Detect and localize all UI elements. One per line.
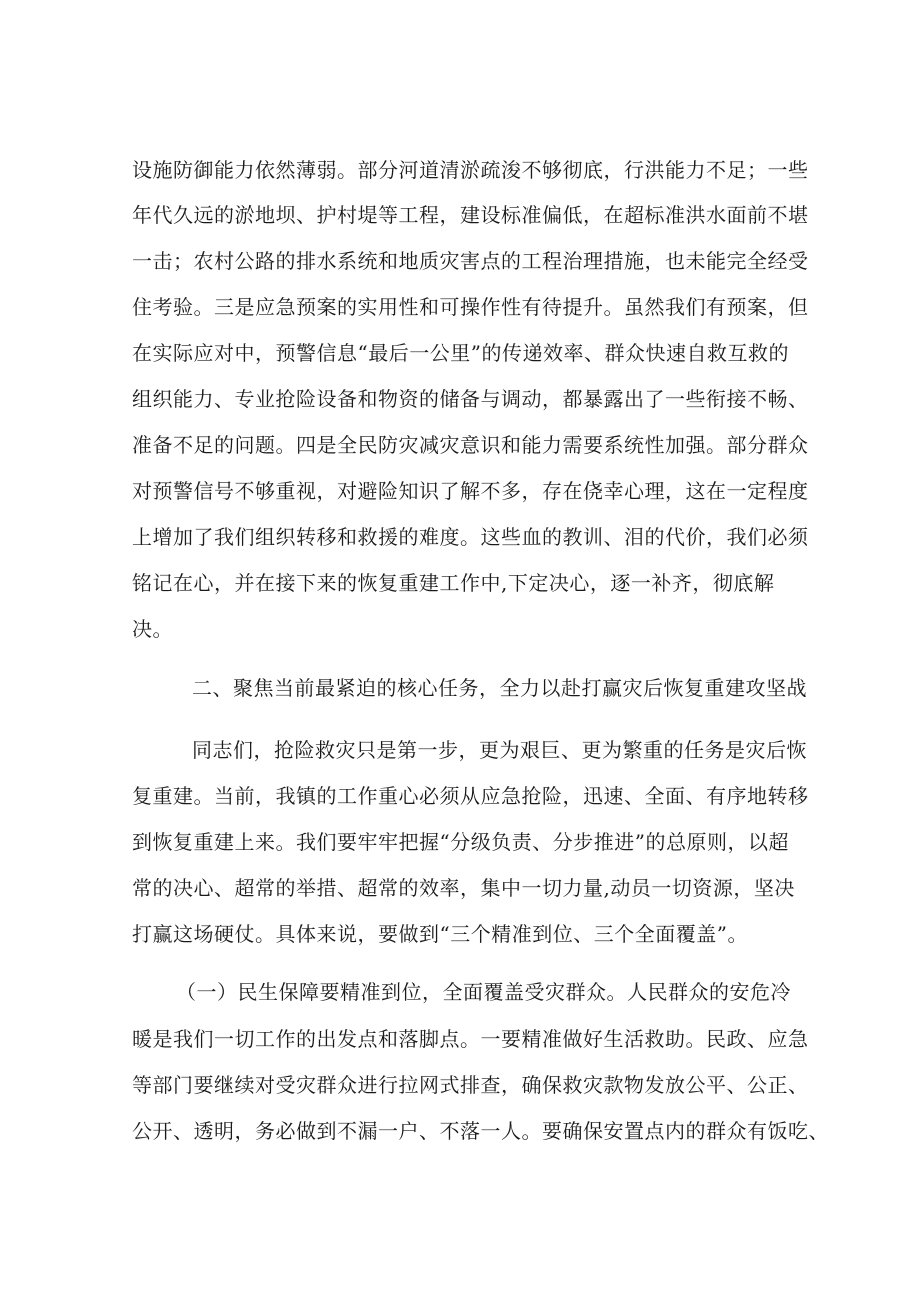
paragraph-1-line-9: 上增加了我们组织转移和救援的难度。这些血的教训、泪的代价，我们必须 — [132, 525, 809, 549]
paragraph-1-line-4: 住考验。三是应急预案的实用性和可操作性有待提升。虽然我们有预案，但 — [132, 295, 809, 319]
paragraph-2-line-2: 复重建。当前，我镇的工作重心必须从应急抢险，迅速、全面、有序地转移 — [132, 784, 809, 808]
paragraph-2-line-5: 打赢这场硬仗。具体来说，要做到“三个精准到位、三个全面覆盖”。 — [132, 922, 748, 946]
paragraph-1-line-5: 在实际应对中，预警信息“最后一公里”的传递效率、群众快速自救互救的 — [132, 341, 789, 365]
paragraph-1-line-10: 铭记在心，并在接下来的恢复重建工作中,下定决心，逐一补齐，彻底解 — [132, 571, 775, 595]
paragraph-1-line-1: 设施防御能力依然薄弱。部分河道清淤疏浚不够彻底，行洪能力不足；一些 — [132, 158, 809, 182]
paragraph-1-line-8: 对预警信号不够重视，对避险知识了解不多，存在侥幸心理，这在一定程度 — [132, 479, 809, 503]
paragraph-1-line-3: 一击；农村公路的排水系统和地质灾害点的工程治理措施，也未能完全经受 — [132, 249, 809, 273]
paragraph-2-line-1: 同志们，抢险救灾只是第一步，更为艰巨、更为繁重的任务是灾后恢 — [192, 738, 807, 762]
paragraph-3-line-2: 暖是我们一切工作的出发点和落脚点。一要精准做好生活救助。民政、应急 — [132, 1027, 809, 1051]
paragraph-3-line-1: （一）民生保障要精准到位，全面覆盖受灾群众。人民群众的安危冷 — [176, 980, 791, 1004]
section-heading: 二、聚焦当前最紧迫的核心任务，全力以赴打赢灾后恢复重建攻坚战 — [192, 676, 807, 700]
paragraph-1-line-7: 准备不足的问题。四是全民防灾减灾意识和能力需要系统性加强。部分群众 — [132, 433, 809, 457]
paragraph-2-line-3: 到恢复重建上来。我们要牢牢把握“分级负责、分步推进”的总原则，以超 — [132, 830, 789, 854]
paragraph-1-line-11: 决。 — [132, 617, 173, 641]
paragraph-3-line-3: 等部门要继续对受灾群众进行拉网式排查，确保救灾款物发放公平、公正、 — [132, 1073, 809, 1097]
paragraph-2-line-4: 常的决心、超常的举措、超常的效率，集中一切力量,动员一切资源，坚决 — [132, 876, 795, 900]
paragraph-3-line-4: 公开、透明，务必做到不漏一户、不落一人。要确保安置点内的群众有饭吃、 — [132, 1119, 829, 1143]
paragraph-1-line-6: 组织能力、专业抢险设备和物资的储备与调动，都暴露出了一些衔接不畅、 — [132, 387, 809, 411]
paragraph-1-line-2: 年代久远的淤地坝、护村堤等工程，建设标准偏低，在超标准洪水面前不堪 — [132, 203, 809, 227]
